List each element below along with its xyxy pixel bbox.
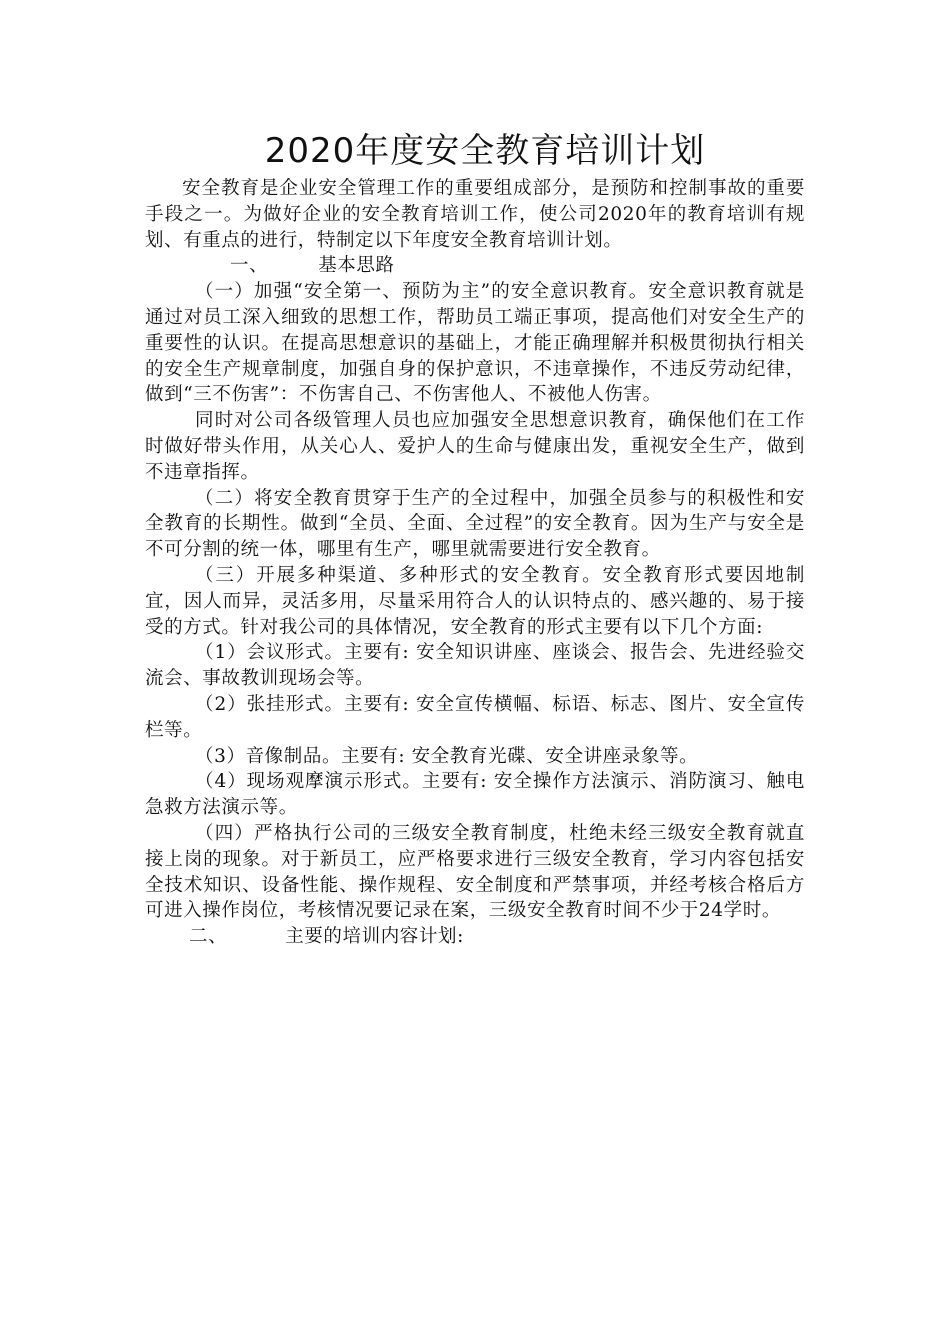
section-number: 一、 (230, 255, 269, 277)
document-body (145, 176, 805, 950)
paragraph: 同时对公司各级管理人员也应加强安全思想意识教育，确保他们在工作时做好带头作用，从关心人、爱护人的生命与健康出发，重视安全生产，做到不违章指挥。 (145, 410, 805, 483)
list-item: （1）会议形式。主要有: 安全知识讲座、座谈会、报告会、先进经验交流会、事故教训现场会等。 (145, 642, 805, 690)
section-number: 二、 (189, 926, 228, 948)
paragraph: （一）加强“安全第一、预防为主”的安全意识教育。安全意识教育就是通过对员工深入细致的思想工作，帮助员工端正事项，提高他们对安全生产的重要性的认识。在提高思想意识的基础上，才能正确理解并积极贯彻执行相关的安全生产规章制度，加强自身的保护意识，不违章操作，不违反劳动纪律，做到“三不伤害”：不伤害自己、不伤害他人、不被他人伤害。 (145, 281, 805, 406)
document-title: 2020年度安全教育培训计划 (264, 131, 706, 171)
section-title: 主要的培训内容计划: (285, 926, 464, 948)
list-item: （2）张挂形式。主要有: 安全宣传横幅、标语、标志、图片、安全宣传栏等。 (145, 693, 805, 741)
list-item: （4）现场观摩演示形式。主要有: 安全操作方法演示、消防演习、触电急救方法演示等。 (145, 771, 805, 819)
paragraph: （三）开展多种渠道、多种形式的安全教育。安全教育形式要因地制宜，因人而异，灵活多用，尽量采用符合人的认识特点的、感兴趣的、易于接受的方式。针对我公司的具体情况，安全教育的形式主要有以下几个方面: (145, 564, 805, 638)
section-heading-1 (145, 253, 805, 279)
section-heading-2 (145, 924, 805, 950)
intro-paragraph: 安全教育是企业安全管理工作的重要组成部分，是预防和控制事故的重要手段之一。为做好企业的安全教育培训工作，使公司2020年的教育培训有规划、有重点的进行，特制定以下年度安全教育培训计划。 (145, 178, 805, 251)
list-item: （3）音像制品。主要有: 安全教育光碟、安全讲座录象等。 (195, 745, 699, 767)
paragraph: （二）将安全教育贯穿于生产的全过程中，加强全员参与的积极性和安全教育的长期性。做到“全员、全面、全过程”的安全教育。因为生产与安全是不可分割的统一体，哪里有生产，哪里就需要进行安全教育。 (145, 487, 805, 561)
section-title: 基本思路 (318, 255, 395, 277)
paragraph: （四）严格执行公司的三级安全教育制度，杜绝未经三级安全教育就直接上岗的现象。对于新员工，应严格要求进行三级安全教育，学习内容包括安全技术知识、设备性能、操作规程、安全制度和严禁事项，并经考核合格后方可进入操作岗位，考核情况要记录在案，三级安全教育时间不少于24学时。 (145, 822, 805, 922)
